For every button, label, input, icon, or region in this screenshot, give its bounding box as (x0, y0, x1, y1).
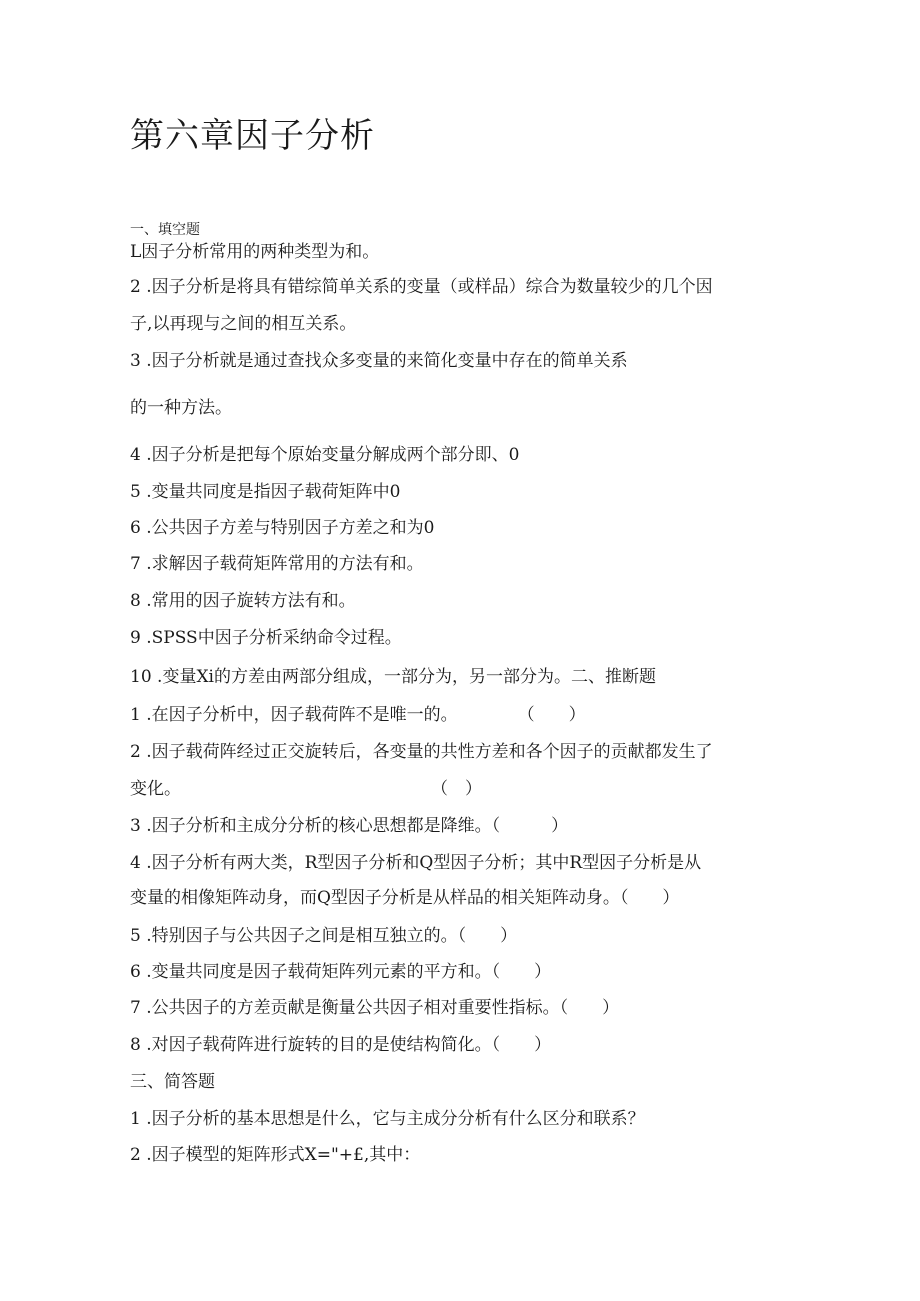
answer-bracket: （ ） (517, 705, 586, 725)
judgement-text: 2 .因子载荷阵经过正交旋转后，各变量的共性方差和各个因子的贡献都发生了 (130, 742, 713, 762)
answer-bracket: （ ） (457, 926, 518, 946)
fill-in-item: 4 .因子分析是把每个原始变量分解成两个部分即、0 (130, 445, 520, 465)
answer-bracket: （ ） (431, 779, 482, 799)
judgement-item (130, 705, 586, 725)
fill-in-item: 2 .因子分析是将具有错综简单关系的变量（或样品）综合为数量较少的几个因 (130, 277, 713, 297)
answer-bracket: （ ） (491, 962, 552, 982)
fill-in-item: L因子分析常用的两种类型为和。 (130, 242, 380, 262)
judgement-item (130, 779, 482, 799)
fill-in-item: 8 .常用的因子旋转方法有和。 (130, 591, 356, 611)
judgement-item (130, 1035, 551, 1055)
answer-bracket: （ ） (491, 1035, 552, 1055)
fill-in-item: 10 .变量Xi的方差由两部分组成，一部分为，另一部分为。二、推断题 (130, 667, 656, 687)
judgement-item (130, 962, 551, 982)
judgement-item (130, 816, 568, 836)
fill-in-item: 9 .SPSS中因子分析采纳命令过程。 (130, 628, 402, 648)
fill-in-item: 子,以再现与之间的相互关系。 (130, 314, 357, 334)
short-answer-item: 2 .因子模型的矩阵形式X="+£,其中： (130, 1145, 421, 1165)
fill-in-heading: 一、填空题 (130, 222, 200, 238)
judgement-item (130, 853, 701, 873)
fill-in-item: 5 .变量共同度是指因子载荷矩阵中0 (130, 482, 401, 502)
fill-in-item: 7 .求解因子载荷矩阵常用的方法有和。 (130, 554, 424, 574)
judgement-text: 8 .对因子载荷阵进行旋转的目的是使结构简化。 (130, 1035, 492, 1055)
judgement-item (130, 998, 619, 1018)
judgement-text: 6 .变量共同度是因子载荷矩阵列元素的平方和。 (130, 962, 492, 982)
answer-bracket: （ ） (619, 888, 680, 908)
short-answer-heading: 三、简答题 (130, 1072, 215, 1092)
fill-in-item: 6 .公共因子方差与特别因子方差之和为0 (130, 518, 435, 538)
judgement-text: 1 .在因子分析中，因子载荷阵不是唯一的。 (130, 705, 458, 725)
judgement-item (130, 926, 517, 946)
judgement-text: 3 .因子分析和主成分分析的核心思想都是降维。 (130, 816, 492, 836)
judgement-item (130, 888, 679, 908)
short-answer-item: 1 .因子分析的基本思想是什么，它与主成分分析有什么区分和联系？ (130, 1109, 645, 1129)
answer-bracket: （ ） (559, 998, 620, 1018)
judgement-item (130, 742, 713, 762)
judgement-text: 5 .特别因子与公共因子之间是相互独立的。 (130, 926, 458, 946)
answer-bracket: （ ） (491, 816, 569, 836)
judgement-text: 4 .因子分析有两大类，R型因子分析和Q型因子分析；其中R型因子分析是从 (130, 853, 702, 873)
judgement-text: 7 .公共因子的方差贡献是衡量公共因子相对重要性指标。 (130, 998, 560, 1018)
fill-in-item: 3 .因子分析就是通过查找众多变量的来简化变量中存在的简单关系 (130, 351, 628, 371)
fill-in-item: 的一种方法。 (130, 398, 232, 418)
judgement-text: 变量的相像矩阵动身，而Q型因子分析是从样品的相关矩阵动身。 (130, 888, 620, 908)
judgement-text: 变化。 (130, 779, 181, 799)
chapter-title: 第六章因子分析 (130, 116, 375, 156)
